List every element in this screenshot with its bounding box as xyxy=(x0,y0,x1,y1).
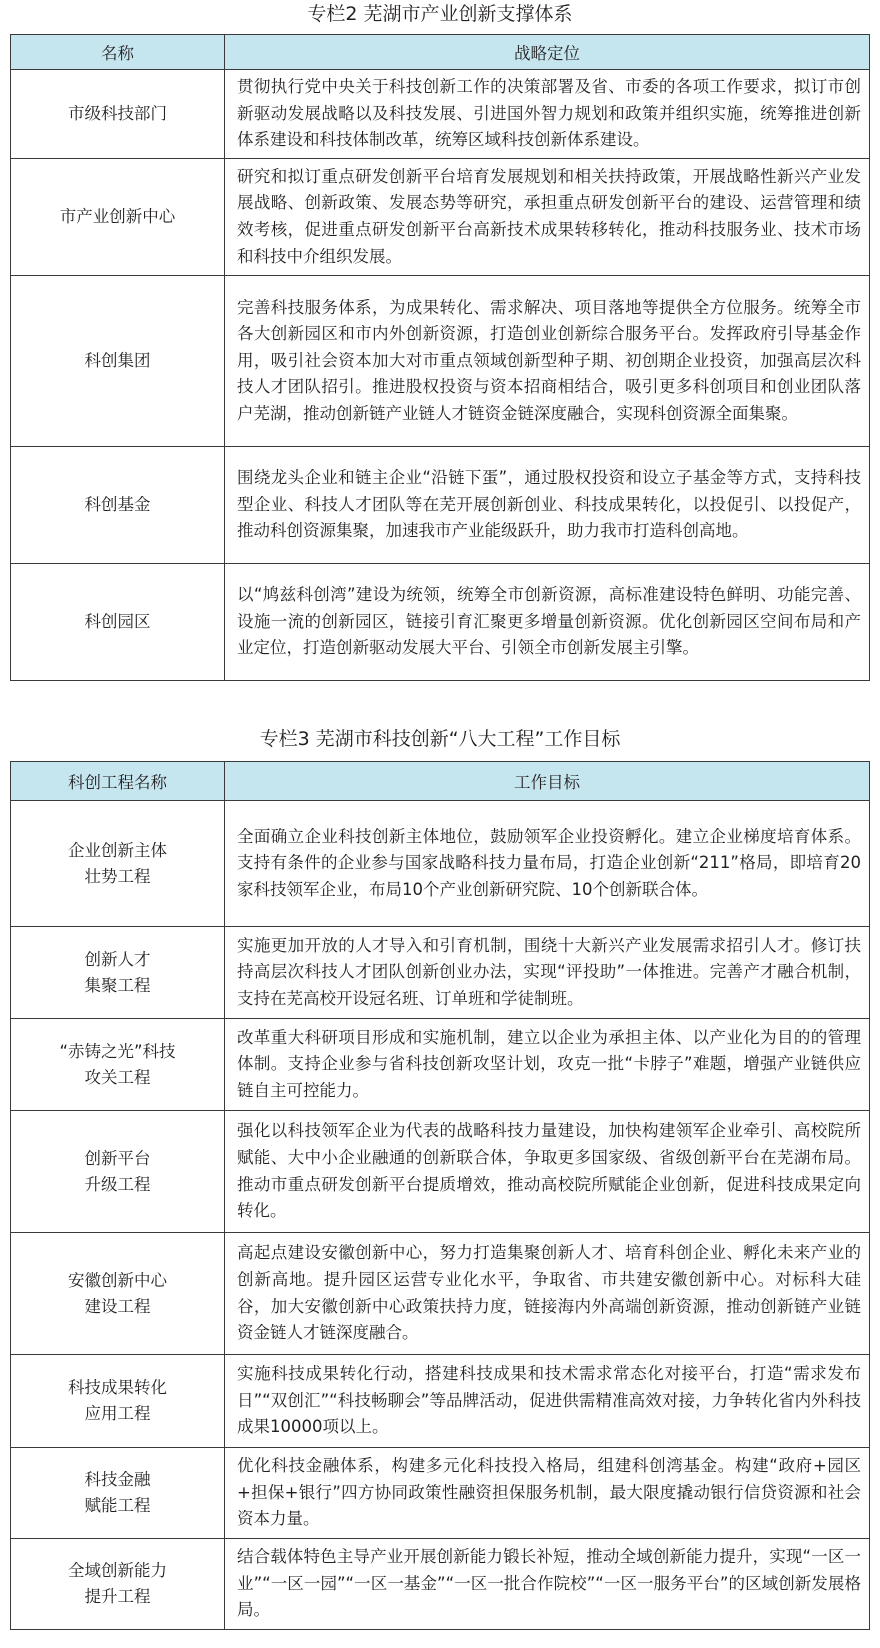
row-name xyxy=(11,1233,225,1355)
box2-table xyxy=(10,34,870,681)
table-row xyxy=(11,1111,870,1233)
header-project-name: 科创工程名称 xyxy=(11,762,225,801)
table-row xyxy=(11,70,870,159)
header-work-goal: 工作目标 xyxy=(225,762,870,801)
box3-table xyxy=(10,761,870,1630)
row-name xyxy=(11,1111,225,1233)
table-row xyxy=(11,1539,870,1630)
row-desc: 结合载体特色主导产业开展创新能力锻长补短，推动全域创新能力提升，实现“一区一业”“一区一园”“一区一基金”“一区一批合作院校”“一区一服务平台”的区域创新发展格局。 xyxy=(225,1539,870,1630)
row-name: 科创园区 xyxy=(11,564,225,681)
row-desc: 全面确立企业科技创新主体地位，鼓励领军企业投资孵化。建立企业梯度培育体系。支持有条件的企业参与国家战略科技力量布局，打造企业创新“211”格局，即培育20家科技领军企业，布局10个产业创新研究院、10个创新联合体。 xyxy=(225,801,870,927)
table-row xyxy=(11,159,870,276)
row-desc: 完善科技服务体系，为成果转化、需求解决、项目落地等提供全方位服务。统筹全市各大创新园区和市内外创新资源，打造创业创新综合服务平台。发挥政府引导基金作用，吸引社会资本加大对市重点领域创新型种子期、初创期企业投资，加强高层次科技人才团队招引。推进股权投资与资本招商相结合，吸引更多科创项目和创业团队落户芜湖，推动创新链产业链人才链资金链深度融合，实现科创资源全面集聚。 xyxy=(225,276,870,447)
row-name-line2: 应用工程 xyxy=(84,1404,151,1423)
table-header-row xyxy=(11,762,870,801)
row-name: 科创集团 xyxy=(11,276,225,447)
row-name-line2: 赋能工程 xyxy=(84,1496,151,1515)
row-name-line1: 企业创新主体 xyxy=(68,840,167,860)
table-row xyxy=(11,1019,870,1111)
header-positioning: 战略定位 xyxy=(225,35,870,70)
row-desc: 围绕龙头企业和链主企业“沿链下蛋”，通过股权投资和设立子基金等方式，支持科技型企业、科技人才团队等在芜开展创新创业、科技成果转化，以投促引、以投促产，推动科创资源集聚，加速我市产业能级跃升，助力我市打造科创高地。 xyxy=(225,447,870,564)
row-name-line2: 集聚工程 xyxy=(84,975,151,995)
table-row xyxy=(11,276,870,447)
row-desc: 实施科技成果转化行动，搭建科技成果和技术需求常态化对接平台，打造“需求发布日”“双创汇”“科技畅聊会”等品牌活动，促进供需精准高效对接，力争转化省内外科技成果10000项以上。 xyxy=(225,1355,870,1448)
row-desc: 以“鸠兹科创湾”建设为统领，统筹全市创新资源，高标准建设特色鲜明、功能完善、设施一流的创新园区，链接引育汇聚更多增量创新资源。优化创新园区空间布局和产业定位，打造创新驱动发展大平台、引领全市创新发展主引擎。 xyxy=(225,564,870,681)
row-desc: 改革重大科研项目形成和实施机制，建立以企业为承担主体、以产业化为目的的管理体制。支持企业参与省科技创新攻坚计划，攻克一批“卡脖子”难题，增强产业链供应链自主可控能力。 xyxy=(225,1019,870,1111)
row-name xyxy=(11,927,225,1019)
row-name: 市级科技部门 xyxy=(11,70,225,159)
row-desc: 研究和拟订重点研发创新平台培育发展规划和相关扶持政策，开展战略性新兴产业发展战略、创新政策、发展态势等研究，承担重点研发创新平台的建设、运营管理和绩效考核，促进重点研发创新平台高新技术成果转移转化，推动科技服务业、技术市场和科技中介组织发展。 xyxy=(225,159,870,276)
row-name-line1: 科技金融 xyxy=(84,1470,151,1489)
row-name-line1: 创新平台 xyxy=(84,1148,151,1168)
table-row xyxy=(11,1233,870,1355)
row-name-line1: 安徽创新中心 xyxy=(68,1270,167,1290)
row-name xyxy=(11,1355,225,1448)
table-row xyxy=(11,1355,870,1448)
header-name: 名称 xyxy=(11,35,225,70)
row-name-line1: 科技成果转化 xyxy=(68,1378,167,1397)
row-name-line2: 升级工程 xyxy=(84,1174,151,1194)
row-name-line1: “赤铸之光”科技 xyxy=(59,1041,176,1061)
row-desc: 优化科技金融体系，构建多元化科技投入格局，组建科创湾基金。构建“政府+园区+担保+银行”四方协同政策性融资担保服务机制，最大限度撬动银行信贷资源和社会资本力量。 xyxy=(225,1448,870,1539)
box2-caption: 专栏2 芜湖市产业创新支撑体系 xyxy=(307,3,573,25)
row-name-line1: 创新人才 xyxy=(84,949,151,969)
row-desc: 高起点建设安徽创新中心，努力打造集聚创新人才、培育科创企业、孵化未来产业的创新高地。提升园区运营专业化水平，争取省、市共建安徽创新中心。对标科大硅谷，加大安徽创新中心政策扶持力度，链接海内外高端创新资源，推动创新链产业链资金链人才链深度融合。 xyxy=(225,1233,870,1355)
row-name xyxy=(11,801,225,927)
table-header-row xyxy=(11,35,870,70)
row-name-line1: 全域创新能力 xyxy=(68,1561,167,1580)
row-name: 市产业创新中心 xyxy=(11,159,225,276)
table-row xyxy=(11,801,870,927)
row-name-line2: 建设工程 xyxy=(84,1296,151,1316)
row-name: 科创基金 xyxy=(11,447,225,564)
row-name xyxy=(11,1448,225,1539)
row-name-line2: 壮势工程 xyxy=(84,866,151,886)
table-row xyxy=(11,447,870,564)
row-name-line2: 提升工程 xyxy=(84,1587,151,1606)
row-desc: 贯彻执行党中央关于科技创新工作的决策部署及省、市委的各项工作要求，拟订市创新驱动发展战略以及科技发展、引进国外智力规划和政策并组织实施，统筹推进创新体系建设和科技体制改革，统筹区域科技创新体系建设。 xyxy=(225,70,870,159)
row-desc: 强化以科技领军企业为代表的战略科技力量建设，加快构建领军企业牵引、高校院所赋能、大中小企业融通的创新联合体，争取更多国家级、省级创新平台在芜湖布局。推动市重点研发创新平台提质增效，推动高校院所赋能企业创新，促进科技成果定向转化。 xyxy=(225,1111,870,1233)
row-name xyxy=(11,1539,225,1630)
row-name xyxy=(11,1019,225,1111)
row-name-line2: 攻关工程 xyxy=(84,1067,151,1087)
table-row xyxy=(11,1448,870,1539)
row-desc: 实施更加开放的人才导入和引育机制，围绕十大新兴产业发展需求招引人才。修订扶持高层次科技人才团队创新创业办法，实现“评投助”一体推进。完善产才融合机制，支持在芜高校开设冠名班、订单班和学徒制班。 xyxy=(225,927,870,1019)
box3-caption: 专栏3 芜湖市科技创新“八大工程”工作目标 xyxy=(259,728,621,750)
table-row xyxy=(11,927,870,1019)
table-row xyxy=(11,564,870,681)
